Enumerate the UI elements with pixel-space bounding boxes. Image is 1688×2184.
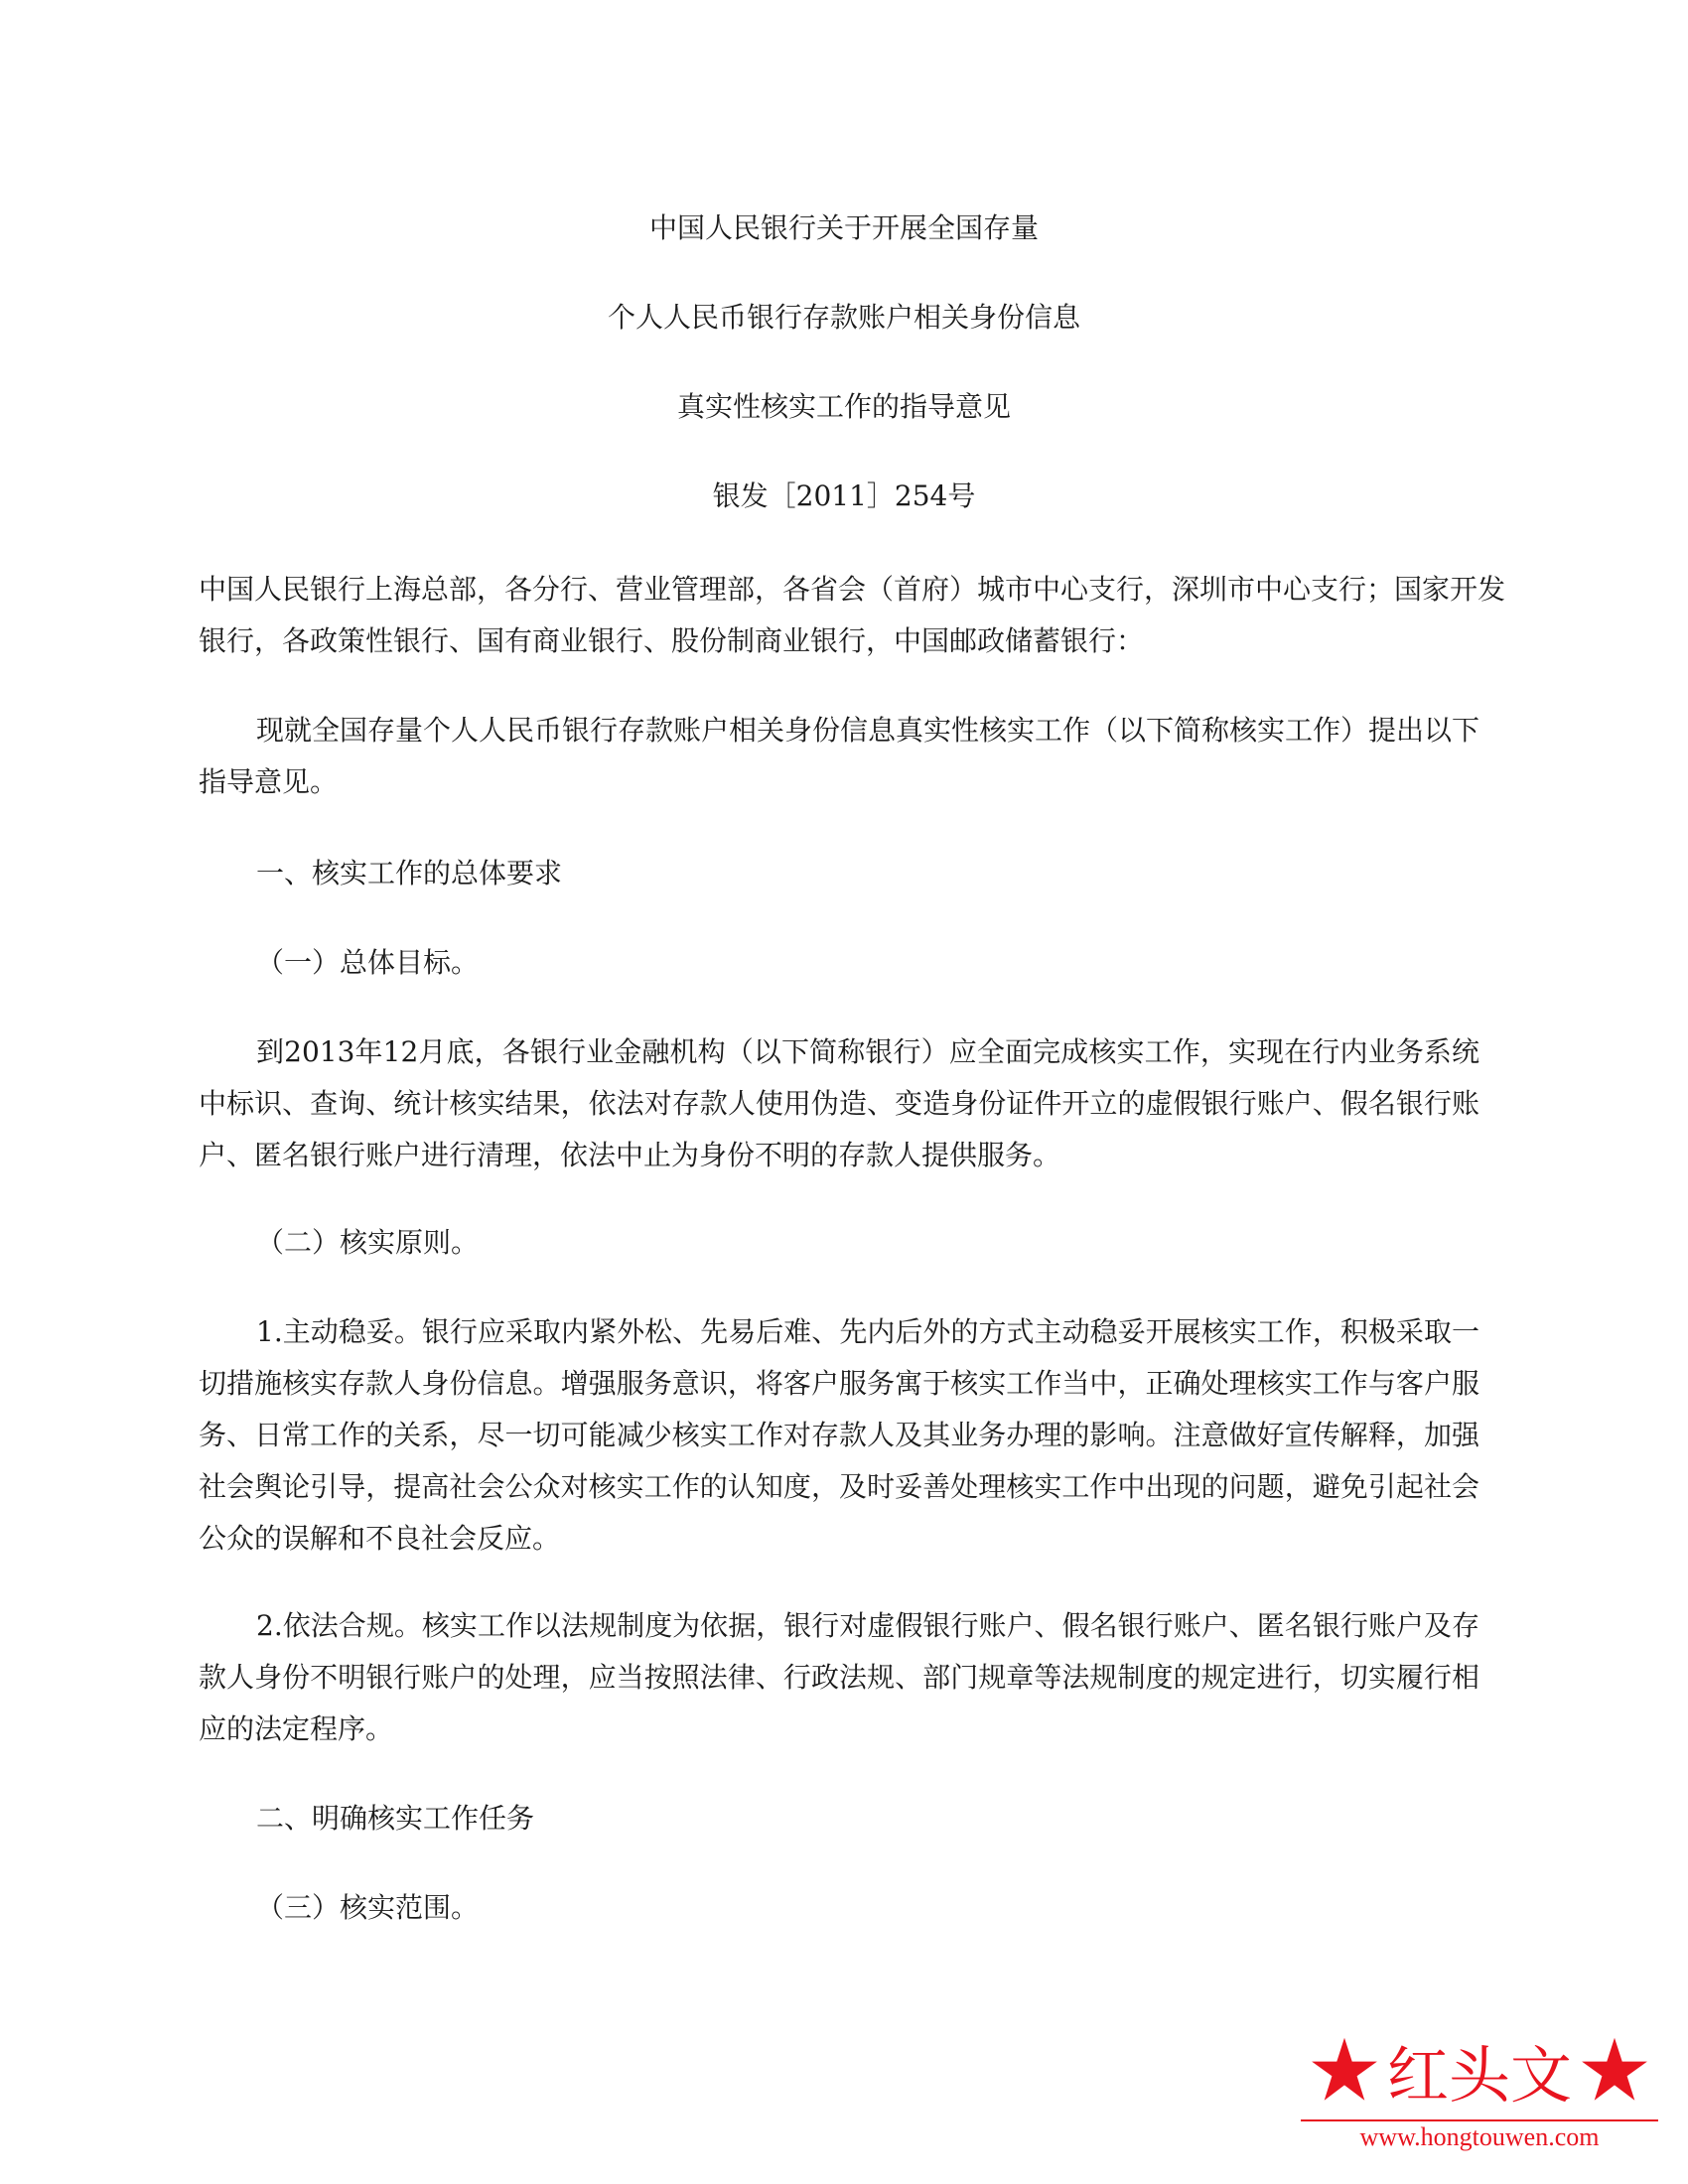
section-1-heading: 一、核实工作的总体要求 xyxy=(256,857,563,889)
subsection-1-heading: （一）总体目标。 xyxy=(256,946,480,979)
star-icon xyxy=(1580,2035,1649,2105)
star-icon xyxy=(1310,2035,1379,2105)
document-number: 银发［2011］254号 xyxy=(712,479,976,512)
intro-paragraph: 现就全国存量个人人民币银行存款账户相关身份信息真实性核实工作（以下简称核实工作）提出以下指导意见。 xyxy=(199,714,1480,798)
document-title-line-2: 个人人民币银行存款账户相关身份信息 xyxy=(607,301,1080,334)
addressee-paragraph: 中国人民银行上海总部，各分行、营业管理部，各省会（首府）城市中心支行，深圳市中心支行；国家开发银行，各政策性银行、国有商业银行、股份制商业银行，中国邮政储蓄银行： xyxy=(199,573,1506,657)
document-title-line-1: 中国人民银行关于开展全国存量 xyxy=(648,211,1039,244)
principle-2-paragraph: 2.依法合规。核实工作以法规制度为依据，银行对虚假银行账户、假名银行账户、匿名银行账户及存款人身份不明银行账户的处理，应当按照法律、行政法规、部门规章等法规制度的规定进行，切实履行相应的法定程序。 xyxy=(199,1609,1479,1745)
subsection-3-heading: （三）核实范围。 xyxy=(256,1891,480,1924)
principle-1-paragraph: 1.主动稳妥。银行应采取内紧外松、先易后难、先内后外的方式主动稳妥开展核实工作，积极采取一切措施核实存款人身份信息。增强服务意识，将客户服务寓于核实工作当中，正确处理核实工作与客户服务、日常工作的关系，尽一切可能减少核实工作对存款人及其业务办理的影响。注意做好宣传解释，加强社会舆论引导，提高社会公众对核实工作的认知度，及时妥善处理核实工作中出现的问题，避免引起社会公众的误解和不良社会反应。 xyxy=(199,1315,1479,1555)
section-2-heading: 二、明确核实工作任务 xyxy=(256,1802,535,1835)
document-title-line-3: 真实性核实工作的指导意见 xyxy=(676,390,1011,423)
watermark-logo xyxy=(1281,2025,1678,2174)
watermark-url: www.hongtouwen.com xyxy=(1359,2122,1600,2151)
subsection-2-heading: （二）核实原则。 xyxy=(256,1226,480,1259)
watermark-divider xyxy=(1301,2119,1658,2121)
subsection-1-paragraph: 到2013年12月底，各银行业金融机构（以下简称银行）应全面完成核实工作，实现在行内业务系统中标识、查询、统计核实结果，依法对存款人使用伪造、变造身份证件开立的虚假银行账户、假名银行账户、匿名银行账户进行清理，依法中止为身份不明的存款人提供服务。 xyxy=(199,1035,1479,1171)
watermark-text: 红头文 xyxy=(1386,2038,1572,2112)
